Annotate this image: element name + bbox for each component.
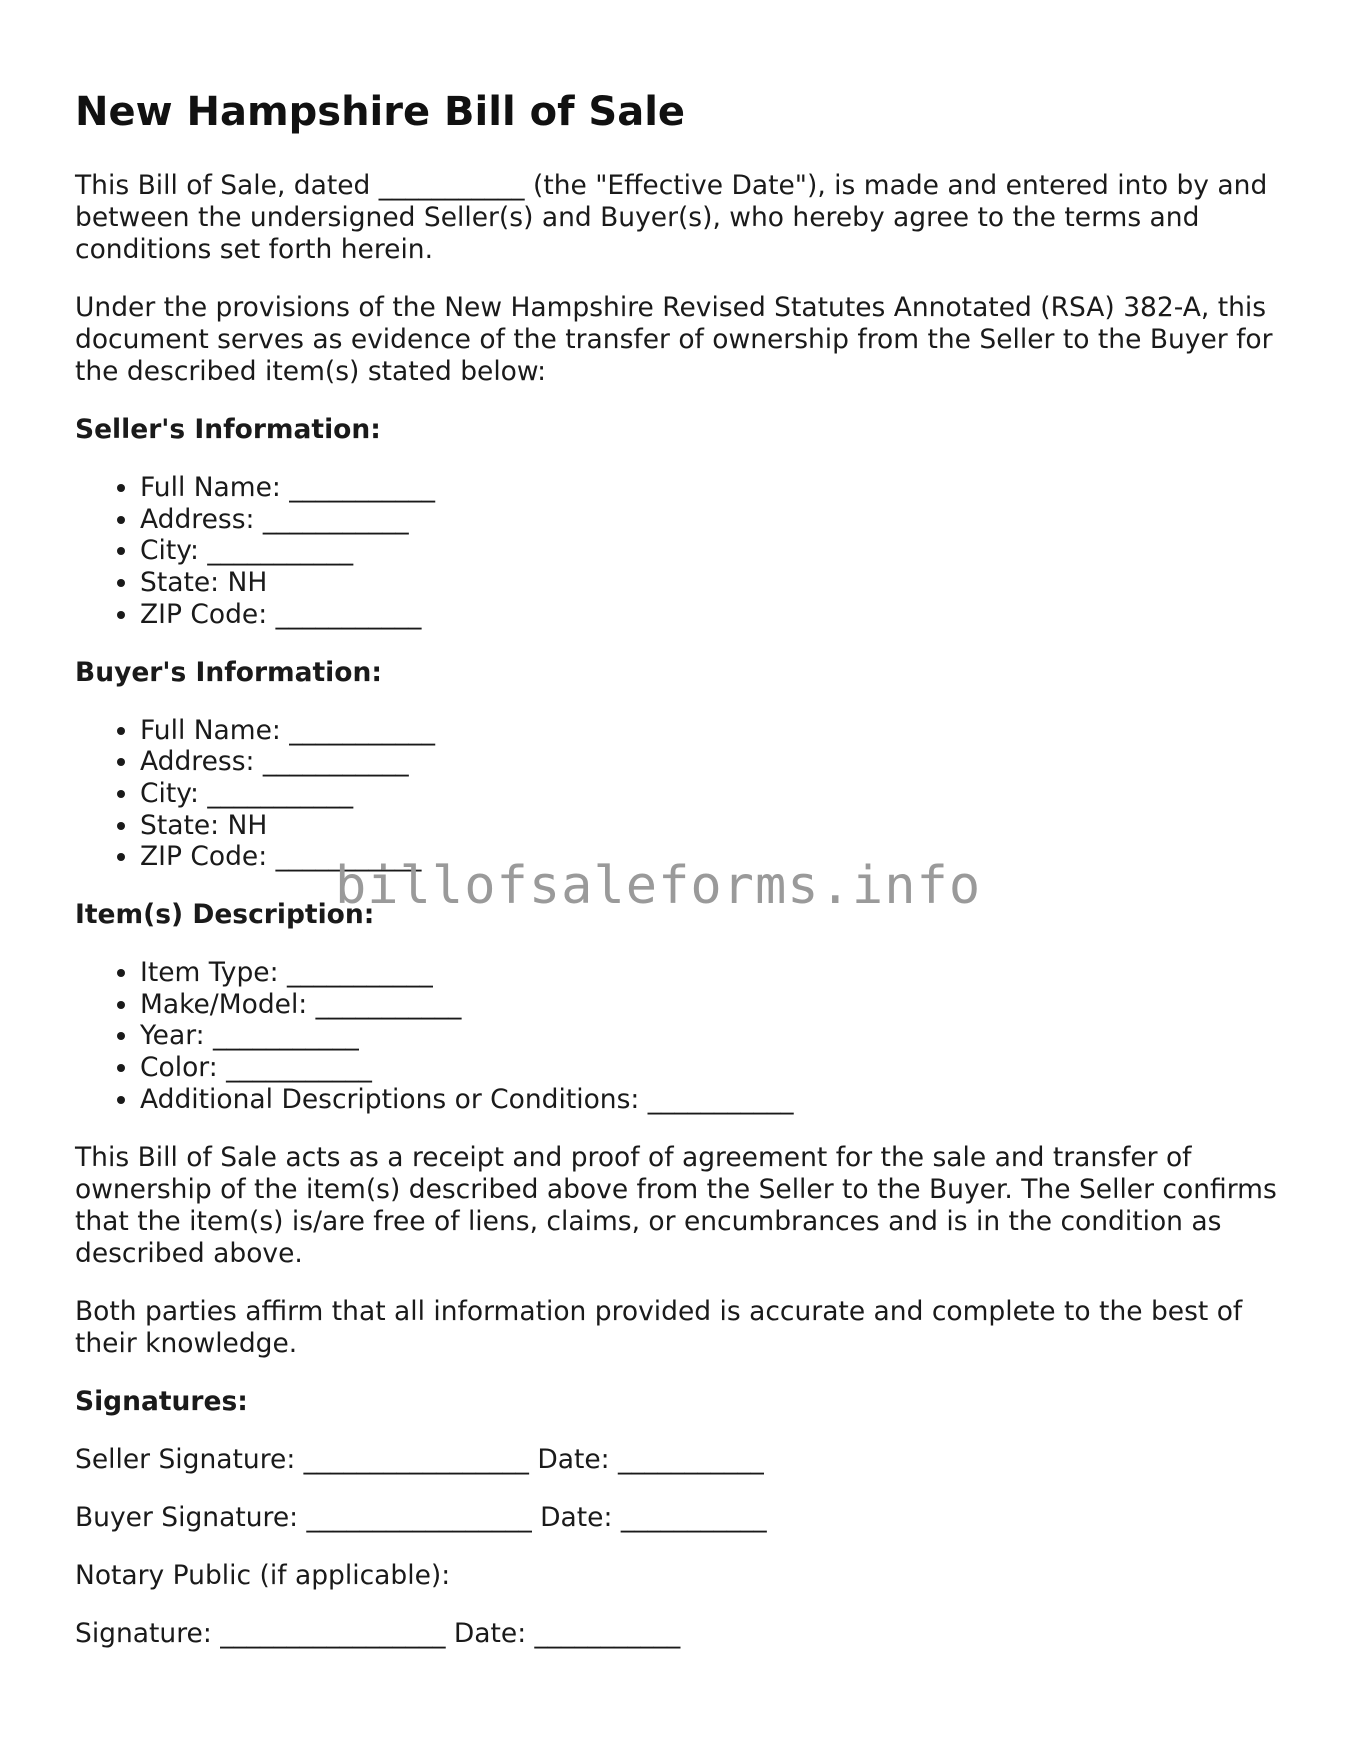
seller-info-heading: Seller's Information: (75, 414, 381, 445)
provisions-paragraph: Under the provisions of the New Hampshire Revised Statutes Annotated (RSA) 382-A, this document serves as evidence of the transfer of ownership from the Seller to the Buyer for the described item(s) stated below: (75, 292, 1273, 387)
buyer-zip: • ZIP Code: ___________ (140, 841, 1295, 873)
notary-signature-line: Signature: _________________ Date: ___________ (75, 1617, 681, 1649)
seller-zip: • ZIP Code: ___________ (140, 599, 1295, 631)
receipt-paragraph: This Bill of Sale acts as a receipt and proof of agreement for the sale and transfer of ownership of the item(s) described above from the Seller to the Buyer. The Seller confirms that the item(s) is/are free of liens, claims, or encumbrances and is in the condition as described above. (75, 1141, 1277, 1269)
item-type: • Item Type: ___________ (140, 957, 1295, 989)
buyer-address: • Address: ___________ (140, 746, 1295, 778)
seller-state: • State: NH (140, 567, 1295, 599)
buyer-info-heading: Buyer's Information: (75, 656, 382, 688)
buyer-signature-line: Buyer Signature: _________________ Date: ___________ (75, 1501, 767, 1533)
seller-city: • City: ___________ (140, 535, 1295, 567)
affirm-paragraph: Both parties affirm that all information provided is accurate and complete to the best of their knowledge. (75, 1295, 1243, 1359)
item-color: • Color: ___________ (140, 1052, 1295, 1084)
buyer-info-list (75, 715, 1295, 874)
seller-address: • Address: ___________ (140, 504, 1295, 536)
notary-label: Notary Public (if applicable): (75, 1559, 451, 1591)
item-additional: • Additional Descriptions or Conditions: ___________ (140, 1084, 1295, 1116)
buyer-state: • State: NH (140, 810, 1295, 842)
buyer-city: • City: ___________ (140, 778, 1295, 810)
seller-full-name: • Full Name: ___________ (140, 472, 1295, 504)
item-year: • Year: ___________ (140, 1020, 1295, 1052)
buyer-full-name: • Full Name: ___________ (140, 715, 1295, 747)
document-title: New Hampshire Bill of Sale (75, 89, 686, 135)
item-description-list (75, 957, 1295, 1116)
seller-signature-line: Seller Signature: _________________ Date: ___________ (75, 1443, 764, 1475)
intro-paragraph: This Bill of Sale, dated ___________ (the "Effective Date"), is made and entered into by and between the undersigned Seller(s) and Buyer(s), who hereby agree to the terms and conditions set forth herein. (75, 170, 1268, 265)
item-make-model: • Make/Model: ___________ (140, 989, 1295, 1021)
item-description-heading: Item(s) Description: (75, 899, 375, 931)
signatures-heading: Signatures: (75, 1385, 248, 1417)
watermark: billofsaleforms.info (335, 856, 982, 916)
seller-info-list (75, 472, 1295, 631)
